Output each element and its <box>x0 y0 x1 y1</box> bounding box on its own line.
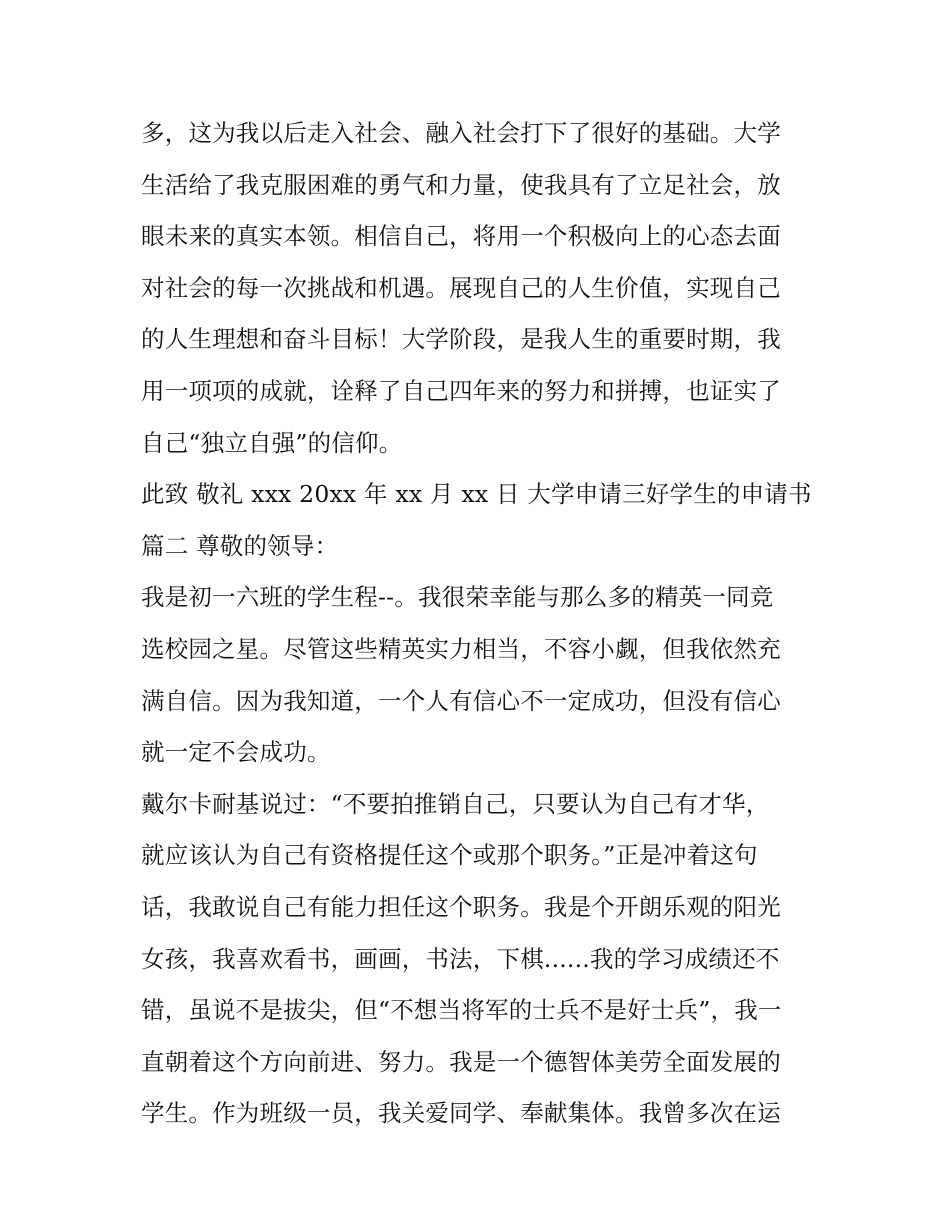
text-line: 眼未来的真实本领。相信自己，将用一个积极向上的心态去面 <box>141 222 781 251</box>
text-line: 选校园之星。尽管这些精英实力相当，不容小觑，但我依然充 <box>141 634 781 663</box>
text-line: 对社会的每一次挑战和机遇。展现自己的人生价值，实现自己 <box>141 273 781 302</box>
text-line: 学生。作为班级一员，我关爱同学、奉献集体。我曾多次在运 <box>141 1099 781 1128</box>
text-line: 用一项项的成就，诠释了自己四年来的努力和拼搏，也证实了 <box>141 376 781 405</box>
text-line: 我是初一六班的学生程--。我很荣幸能与那么多的精英一同竞 <box>141 583 774 612</box>
text-line: 自己“独立自强”的信仰。 <box>141 428 403 457</box>
text-line: 话，我敢说自己有能力担任这个职务。我是个开朗乐观的阳光 <box>141 892 781 921</box>
document-body <box>141 108 813 1140</box>
text-line: 篇二 尊敬的领导： <box>141 531 339 560</box>
text-line: 生活给了我克服困难的勇气和力量，使我具有了立足社会，放 <box>141 170 781 199</box>
text-line: 满自信。因为我知道，一个人有信心不一定成功，但没有信心 <box>141 686 781 715</box>
text-line: 女孩，我喜欢看书，画画，书法，下棋......我的学习成绩还不 <box>141 944 780 973</box>
text-line: 就应该认为自己有资格提任这个或那个职务。”正是冲着这句 <box>141 841 758 870</box>
text-line: 此致 敬礼 xxx 20xx 年 xx 月 xx 日 大学申请三好学生的申请书 <box>141 480 812 509</box>
text-line: 多，这为我以后走入社会、融入社会打下了很好的基础。大学 <box>141 119 781 147</box>
text-line: 错，虽说不是拔尖，但“不想当将军的士兵不是好士兵”，我一 <box>141 996 782 1025</box>
text-line: 直朝着这个方向前进、努力。我是一个德智体美劳全面发展的 <box>141 1047 781 1076</box>
text-line: 就一定不会成功。 <box>141 738 331 767</box>
text-line: 的人生理想和奋斗目标！大学阶段，是我人生的重要时期，我 <box>141 325 781 354</box>
text-line: 戴尔卡耐基说过：“不要拍推销自己，只要认为自己有才华， <box>141 789 770 818</box>
